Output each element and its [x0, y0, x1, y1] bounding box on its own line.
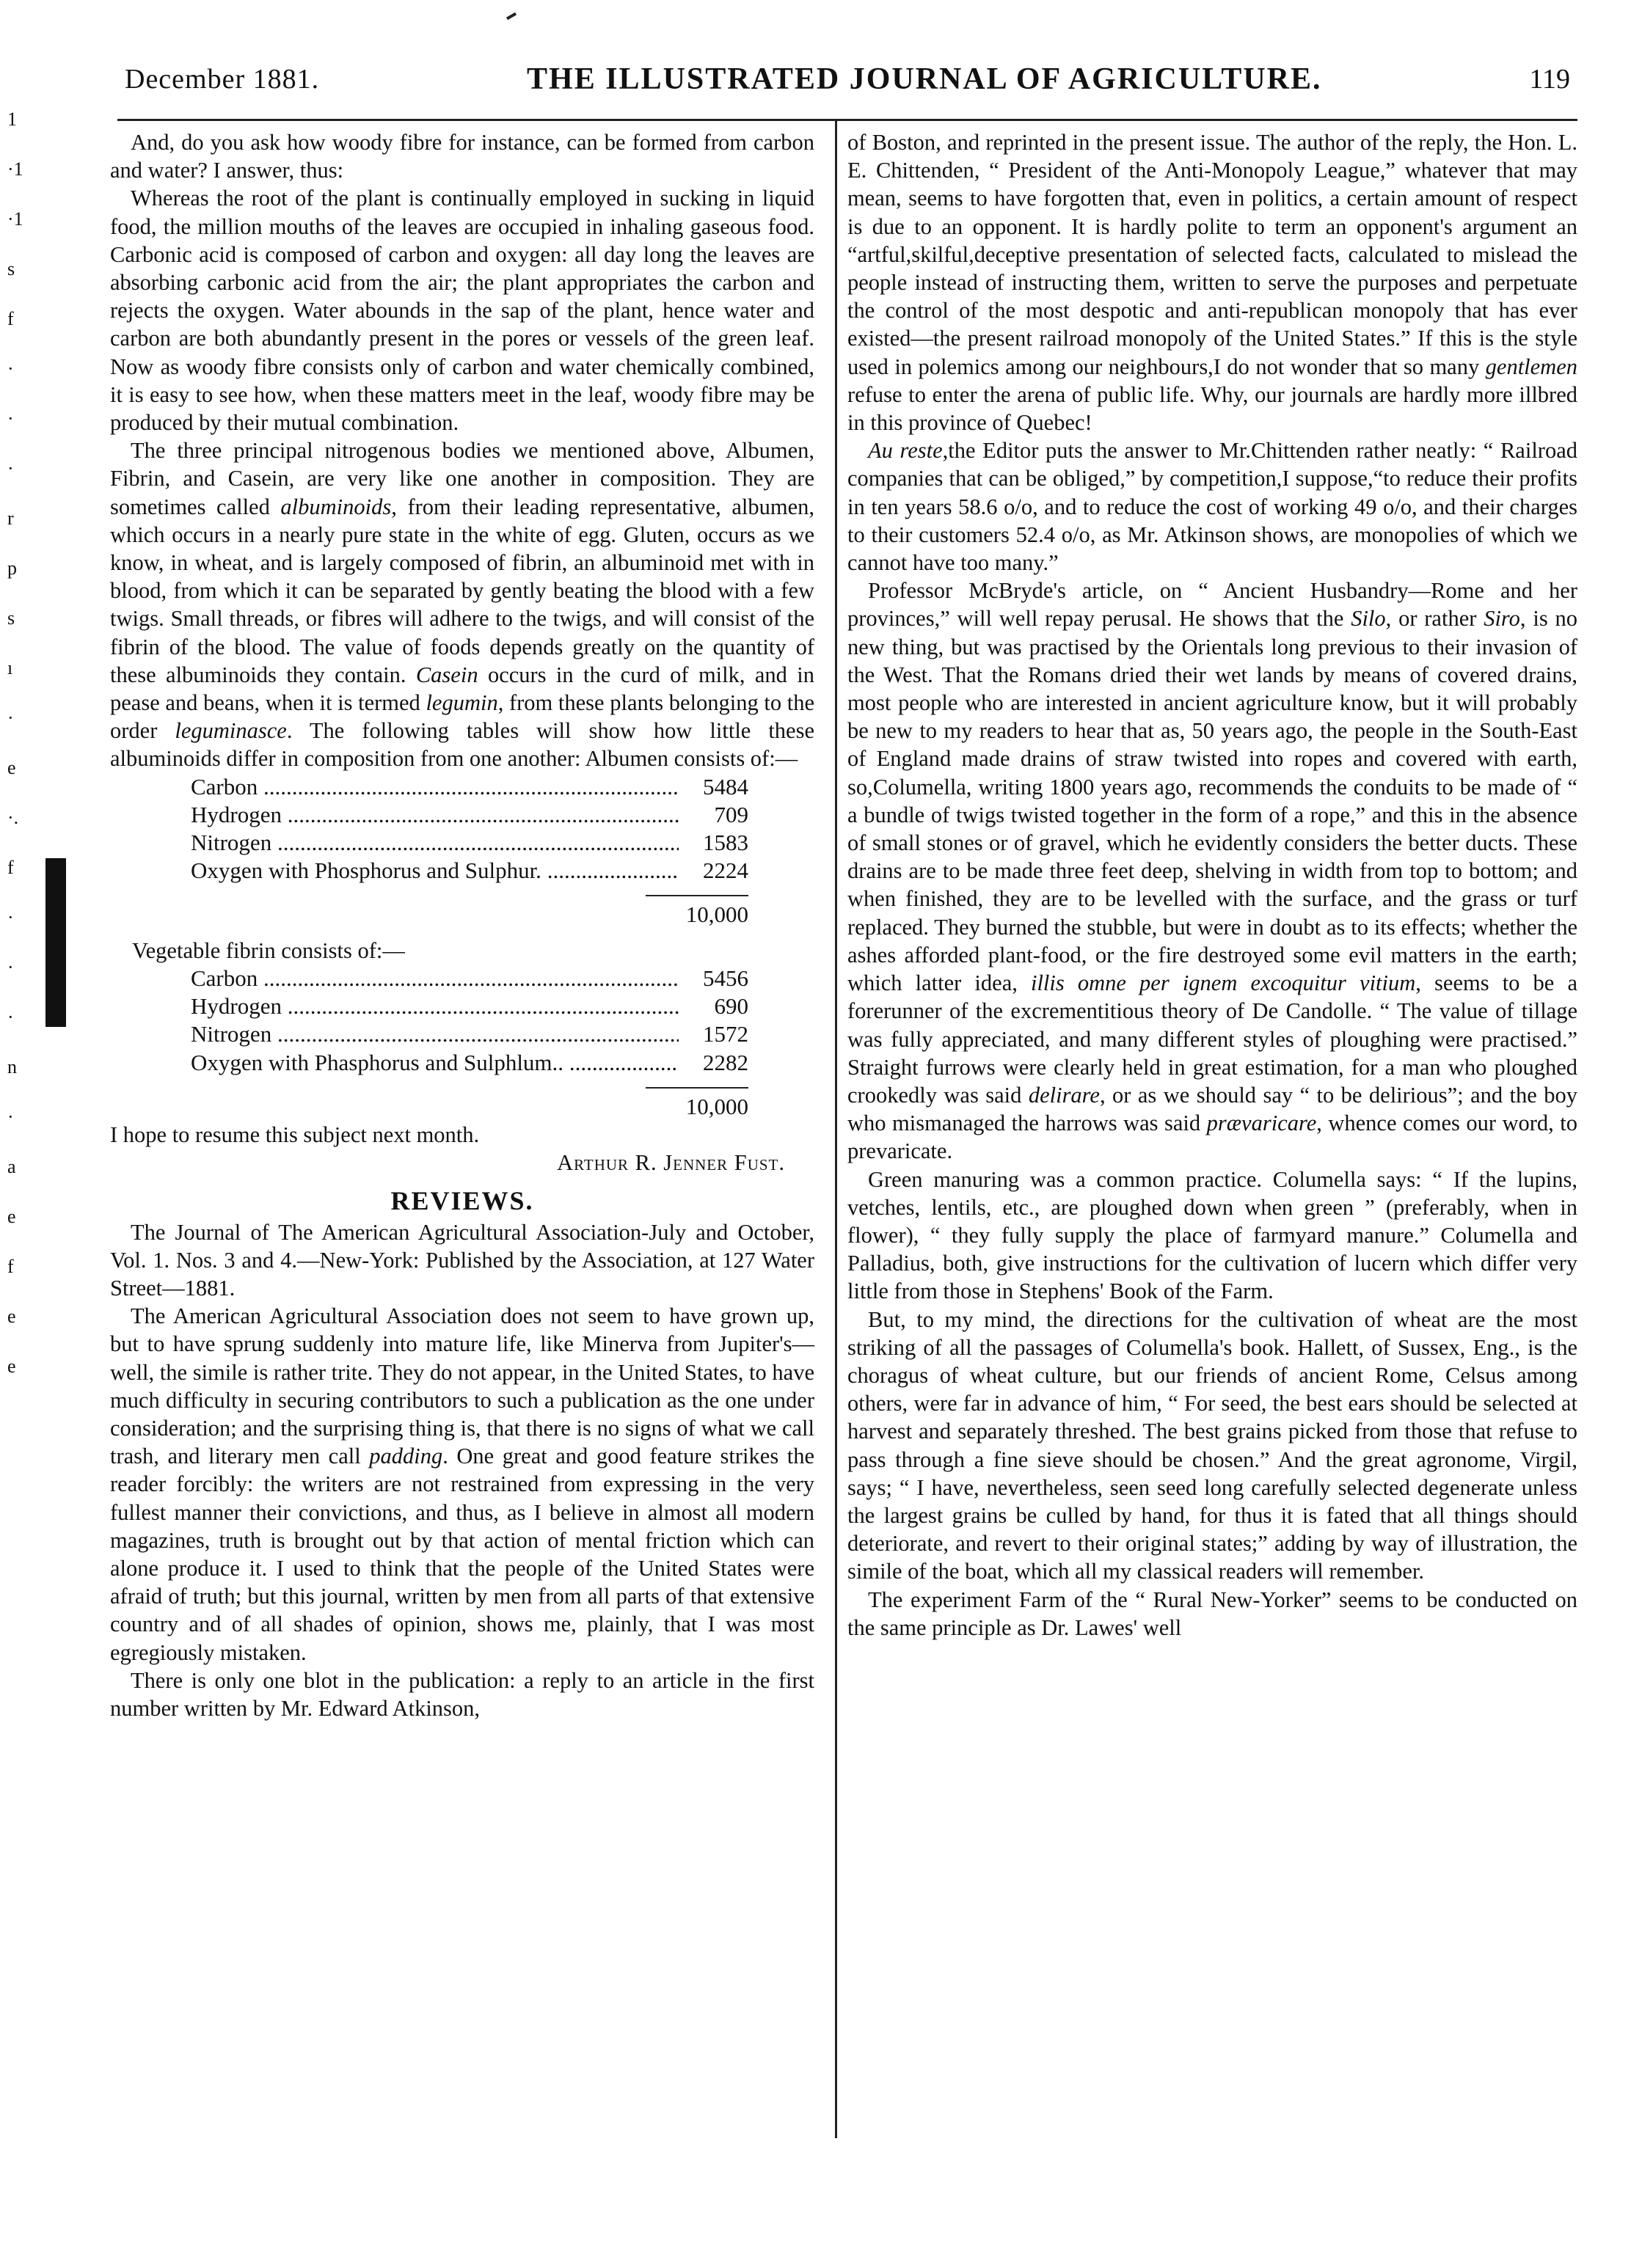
section-title: REVIEWS. [390, 1186, 534, 1216]
table-total: 10,000 [191, 895, 748, 929]
table-row: Hydrogen ..... 709 [191, 801, 748, 829]
margin-char: ·1 [7, 158, 23, 180]
table-row: Oxygen with Phosphorus and Sulphur. ..... 2224 [191, 857, 748, 885]
table-row: Oxygen with Phasphorus and Sulphlum.. ..... 2282 [191, 1049, 748, 1077]
table-row: Hydrogen ..... 690 [191, 992, 748, 1020]
margin-char: · [7, 707, 14, 728]
column-divider [835, 121, 837, 2138]
paragraph: And, do you ask how woody fibre for instance, can be formed from carbon and water? I answer, thus: [110, 130, 814, 183]
margin-char: · [7, 458, 14, 479]
paragraph: Au reste,the Editor puts the answer to Mr.Chittenden rather neatly: “ Railroad companies that can be obliged,” by competition,I suppose,“to reduce their profits in ten years 58.6 o/o, and to reduce the cost of working 49 o/o, and their charges to their customers 52.4 o/o, as Mr. Atkinson shows, are monopolies of which we cannot have too many.” [847, 438, 1577, 576]
albumen-table [191, 773, 748, 929]
margin-char: n [7, 1056, 17, 1078]
margin-char: f [7, 308, 14, 329]
issue-date: December 1881. [125, 64, 320, 95]
paragraph: There is only one blot in the publication: a reply to an article in the first number written by Mr. Edward Atkinson, [110, 1667, 814, 1721]
right-column [847, 128, 1577, 1642]
table-row: Nitrogen ..... 1583 [191, 829, 748, 857]
paragraph: But, to my mind, the directions for the cultivation of wheat are the most striking of all the passages of Columella's book. Hallett, of Sussex, Eng., is the choragus of wheat culture, but our friends of ancient Rome, Celsus among others, were far in advance of him, “ For seed, the best ears should be selected at harvest and separately threshed. The best grains picked from those that refuse to pass through a fine sieve should be chosen.” And the great agronome, Virgil, says; “ I have, nevertheless, seen seed long carefully selected degenerate unless the largest grains be culled by hand, for thus it is fated that all things should deteriorate, and revert to their original states;” adding by way of illustration, the simile of the boat, which all my classical readers will remember. [847, 1306, 1577, 1584]
table-row: Carbon ..... 5456 [191, 965, 748, 992]
margin-char: e [7, 1206, 16, 1227]
table-row: Nitrogen ..... 1572 [191, 1020, 748, 1048]
margin-char: r [7, 508, 14, 529]
margin-char: e [7, 757, 16, 778]
margin-char: a [7, 1156, 16, 1177]
author-signature: Arthur R. Jenner Fust. [557, 1150, 785, 1176]
margin-char: 1 [7, 109, 17, 130]
margin-char: s [7, 607, 15, 629]
margin-char: e [7, 1356, 16, 1377]
paragraph: Green manuring was a common practice. Columella says: “ If the lupins, vetches, lentils, etc., are ploughed down when green ” (preferably, when in flower), “ they fully supply the place of farmyard manure.” Columella and Palladius, both, give instructions for the cultivation of lucern which differ very little from those in Stephens' Book of the Farm. [847, 1166, 1577, 1304]
margin-char: · [7, 956, 14, 978]
table-total: 10,000 [191, 1087, 748, 1121]
page-number: 119 [1529, 64, 1570, 95]
margin-char: ·1 [7, 208, 23, 230]
ink-mark [506, 12, 517, 20]
left-column [110, 128, 814, 1722]
margin-char: f [7, 857, 14, 878]
margin-char: ·. [7, 807, 19, 828]
paragraph: The experiment Farm of the “ Rural New-Yorker” seems to be conducted on the same principle as Dr. Lawes' well [847, 1587, 1577, 1640]
paragraph: of Boston, and reprinted in the present issue. The author of the reply, the Hon. L. E. Chittenden, “ President of the Anti-Monopoly League,” whatever that may mean, seems to have forgotten that, even in politics, a certain amount of respect is due to an opponent. It is hardly polite to term an opponent's argument an “artful,skilful,deceptive presentation of selected facts, calculated to mislead the people instead of instructing them, written to serve the purposes and perpetuate the control of the most despotic and anti-republican monopoly that has ever existed—the present railroad monopoly of the United States.” If this is the style used in polemics among our neighbours,I do not wonder that so many gentlemen refuse to enter the arena of public life. Why, our journals are hardly more illbred in this province of Quebec! [847, 130, 1577, 436]
closing-line: I hope to resume this subject next month. [110, 1122, 480, 1147]
margin-char: · [7, 907, 14, 928]
paragraph: Whereas the root of the plant is continually employed in sucking in liquid food, the million mouths of the leaves are occupied in inhaling gaseous food. Carbonic acid is composed of carbon and oxygen: all day long the leaves are absorbing carbonic acid from the air; the plant appropriates the carbon and rejects the oxygen. Water abounds in the sap of the plant, hence water and carbon are both abundantly present in the pores or vessels of the green leaf. Now as woody fibre consists only of carbon and water chemically combined, it is easy to see how, when these matters meet in the leaf, woody fibre may be produced by their mutual combination. [110, 186, 814, 436]
margin-char: s [7, 258, 15, 279]
margin-char: · [7, 358, 14, 379]
paragraph: Professor McBryde's article, on “ Ancient Husbandry—Rome and her provinces,” will well repay perusal. He shows that the Silo, or rather Siro, is no new thing, but was practised by the Orientals long previous to their invasion of the West. That the Romans dried their wet lands by means of covered drains, most people who are interested in ancient agriculture know, but it will probably be new to my readers to hear that as, 50 years ago, the people in the South-East of England made drains of straw twisted into ropes and covered with earth, so,Columella, writing 1800 years ago, recommends the conduits to be made of “ a bundle of twigs twisted together in the form of a rope,” and this in the absence of small stones or of gravel, which he evidently considers the better ducts. These drains are to be made three feet deep, shelving in width from top to bottom; and when finished, they are to be levelled with the surface, and the grass or turf replaced. They burned the stubble, but were in doubt as to its effects; whether the ashes afforded plant-food, or the fire destroyed some evil matters in the earth; which latter idea, illis omne per ignem excoquitur vitium, seems to be a forerunner of the excrementitious theory of De Candolle. “ The value of tillage was fully appreciated, and many different styles of ploughing were practised.” Straight furrows were clearly held in great estimation, for a man who ploughed crookedly was said delirare, or as we should say “ to be delirious”; and the boy who mismanaged the harrows was said prævaricare, whence comes our word, to prevaricate. [847, 578, 1577, 1164]
table-row: Carbon ..... 5484 [191, 773, 748, 801]
fibrin-table [191, 965, 748, 1121]
margin-char: · [7, 1006, 14, 1028]
page-header [125, 57, 1570, 101]
journal-title: THE ILLUSTRATED JOURNAL OF AGRICULTURE. [527, 62, 1322, 96]
margin-scan-artifact [45, 858, 66, 1027]
margin-char: ı [7, 657, 13, 678]
margin-char: · [7, 408, 14, 429]
paragraph: The American Agricultural Association does not seem to have grown up, but to have sprung suddenly into mature life, like Minerva from Jupiter's—well, the simile is rather trite. They do not appear, in the United States, to have much difficulty in securing contributors to such a publication as the one under consideration; and the surprising thing is, that there is no signs of what we call trash, and literary men call padding. One great and good feature strikes the reader forcibly: the writers are not restrained from expressing in the very fullest manner their convictions, and thus, as I believe in almost all modern magazines, truth is brought out by that action of mental friction which can alone produce it. I used to think that the people of the United States were afraid of truth; but this journal, written by men from all parts of that extensive country and of all shades of opinion, shows me, plainly, that I was most egregiously mistaken. [110, 1303, 814, 1665]
review-citation: The Journal of The American Agricultural Association-July and October, Vol. 1. Nos. 3 and 4.—New-York: Published by the Association, at 127 Water Street—1881. [110, 1219, 814, 1301]
margin-char: p [7, 557, 17, 579]
header-rule [117, 119, 1577, 121]
margin-char: · [7, 1106, 14, 1127]
paragraph: The three principal nitrogenous bodies we mentioned above, Albumen, Fibrin, and Casein, are very like one another in composition. They are sometimes called albuminoids, from their leading representative, albumen, which occurs in a nearly pure state in the white of egg. Gluten, occurs as we know, in wheat, and is largely composed of fibrin, an albuminoid met with in blood, from which it can be separated by gently beating the blood with a few twigs. Small threads, or fibres will adhere to the twigs, and will consist of the fibrin of the blood. The value of foods depends greatly on the quantity of these albuminoids they contain. Casein occurs in the curd of milk, and in pease and beans, when it is termed legumin, from these plants belonging to the order leguminasce. The following tables will show how little these albuminoids differ in composition from one another: Albumen consists of:— [110, 438, 815, 772]
margin-char: f [7, 1256, 14, 1277]
margin-char: e [7, 1306, 16, 1327]
paragraph: Vegetable fibrin consists of:— [132, 937, 405, 963]
